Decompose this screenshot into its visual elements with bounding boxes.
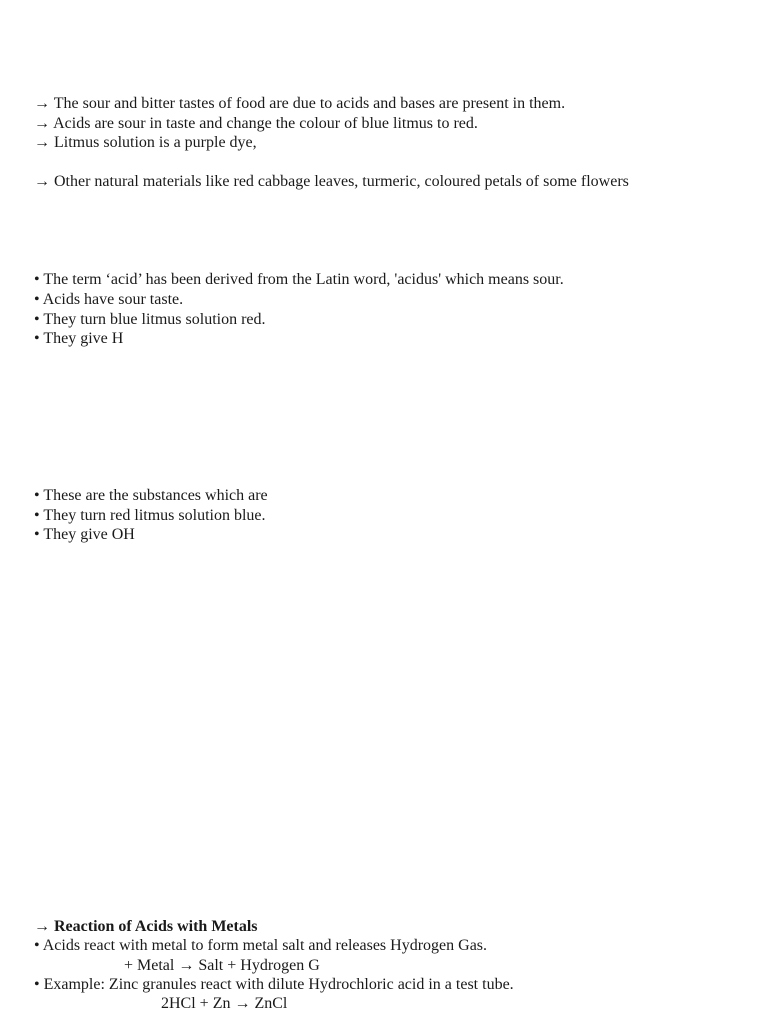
metals-line-1: • Acids react with metal to form metal salt and releases Hydrogen Gas.	[34, 937, 488, 954]
metals-heading	[34, 917, 258, 937]
metals-line-2: • Example: Zinc granules react with dilute Hydrochloric acid in a test tube.	[34, 976, 514, 993]
intro-line-1: → The sour and bitter tastes of food are due to acids and bases are present in them.	[34, 95, 566, 112]
acids-line-3: • They turn blue litmus solution red.	[34, 311, 266, 328]
intro-line-2: → Acids are sour in taste and change the colour of blue litmus to red.	[34, 115, 478, 132]
intro-line-3: → Litmus solution is a purple dye,	[34, 134, 257, 151]
bases-line-2: • They turn red litmus solution blue.	[34, 507, 266, 524]
acids-line-2: • Acids have sour taste.	[34, 291, 184, 308]
acids-line-1: • The term ‘acid’ has been derived from the Latin word, 'acidus' which means sour.	[34, 271, 564, 288]
bases-line-1: • These are the substances which are	[34, 487, 268, 504]
acids-line-4: • They give H	[34, 330, 124, 347]
heading-arrow: →	[34, 918, 54, 935]
intro-line-4: → Other natural materials like red cabbage leaves, turmeric, coloured petals of some flowers	[34, 173, 629, 190]
metals-equation-2: 2HCl + Zn → ZnCl	[161, 995, 288, 1012]
metals-heading-text: Reaction of Acids with Metals	[54, 918, 258, 935]
bases-line-3: • They give OH	[34, 526, 135, 543]
metals-equation-1: + Metal → Salt + Hydrogen G	[124, 957, 320, 974]
